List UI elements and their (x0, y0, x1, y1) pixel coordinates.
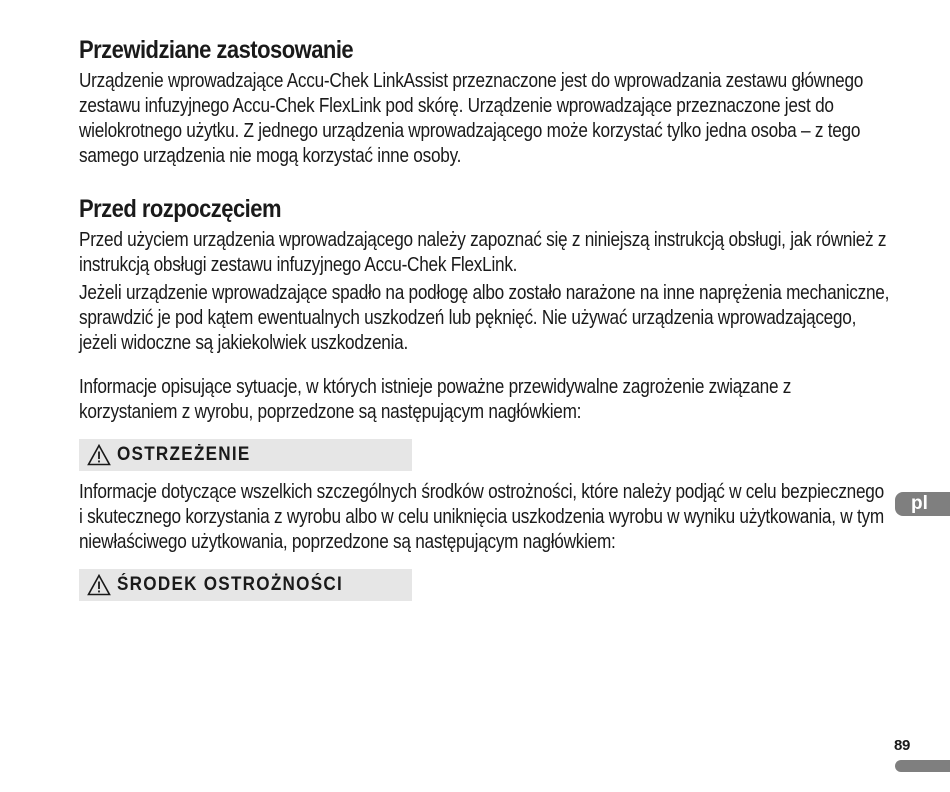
caution-notice-header (79, 569, 412, 601)
warning-triangle-icon (87, 574, 111, 596)
warning-notice-label: OSTRZEŻENIE (117, 444, 251, 465)
page-edge-bar (895, 760, 950, 772)
warning-intro-paragraph: Informacje opisujące sytuacje, w których istnieje poważne przewidywalne zagrożenie związane z korzystaniem z wyrobu, poprzedzone są następującym nagłówkiem: (79, 376, 792, 423)
page-number: 89 (894, 737, 911, 754)
caution-notice-label: ŚRODEK OSTROŻNOŚCI (117, 574, 343, 595)
section-heading-before-start: Przed rozpoczęciem (79, 195, 282, 223)
before-start-paragraph-2: Jeżeli urządzenie wprowadzające spadło na podłogę albo zostało narażone na inne naprężenia mechaniczne, sprawdzić je pod kątem ewentualnych uszkodzeń lub pęknięć. Nie używać urządzenia wprowadzającego, jeżeli widoczne są jakiekolwiek uszkodzenia. (79, 282, 890, 354)
before-start-paragraph-1: Przed użyciem urządzenia wprowadzającego należy zapoznać się z niniejszą instrukcją obsługi, jak również z instrukcją obsługi zestawu infuzyjnego Accu-Chek FlexLink. (79, 229, 887, 276)
manual-page-content (79, 34, 889, 601)
warning-triangle-icon (87, 444, 111, 466)
warning-notice-header (79, 439, 412, 471)
section-heading-intended-use: Przewidziane zastosowanie (79, 36, 354, 64)
intended-use-paragraph: Urządzenie wprowadzające Accu-Chek LinkAssist przeznaczone jest do wprowadzania zestawu głównego zestawu infuzyjnego Accu-Chek FlexLink pod skórę. Urządzenie wprowadzające przeznaczone jest do wielokrotnego użytku. Z jednego urządzenia wprowadzającego może korzystać tylko jedna osoba – z tego samego urządzenia nie mogą korzystać inne osoby. (79, 70, 864, 167)
language-tab: pl (895, 492, 950, 516)
caution-intro-paragraph: Informacje dotyczące wszelkich szczególnych środków ostrożności, które należy podjąć w celu bezpiecznego i skutecznego korzystania z wyrobu albo w celu uniknięcia uszkodzenia wyrobu w wyniku użytkowania, w tym niewłaściwego użytkowania, poprzedzone są następującym nagłówkiem: (79, 481, 884, 553)
